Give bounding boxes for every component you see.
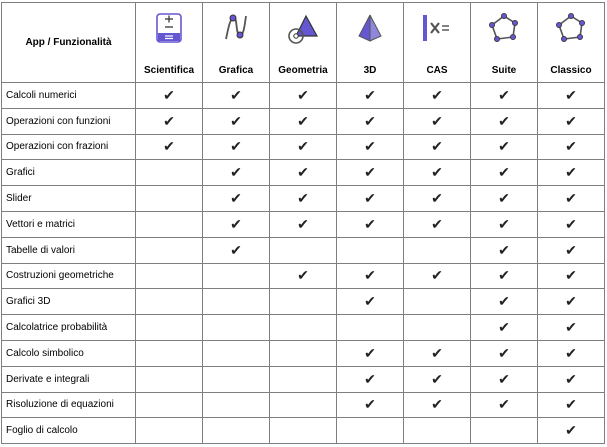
app-header-suite [471, 3, 538, 83]
support-cell-cas [404, 83, 471, 109]
function-graph-icon [203, 11, 269, 45]
checkmark-icon: ✔ [498, 370, 510, 387]
support-cell-scientifica [136, 392, 203, 418]
table-row [2, 263, 605, 289]
support-cell-3d [337, 289, 404, 315]
support-cell-scientifica [136, 134, 203, 160]
support-cell-scientifica [136, 186, 203, 212]
app-name-label: 3D [363, 65, 377, 76]
checkmark-icon: ✔ [163, 86, 175, 103]
checkmark-icon: ✔ [498, 86, 510, 103]
feature-label: Costruzioni geometriche [2, 263, 136, 289]
support-cell-scientifica [136, 366, 203, 392]
checkmark-icon: ✔ [431, 138, 443, 155]
checkmark-icon: ✔ [431, 370, 443, 387]
checkmark-icon: ✔ [565, 396, 577, 413]
support-cell-geometria [270, 289, 337, 315]
support-cell-suite [471, 211, 538, 237]
support-cell-classico [538, 340, 605, 366]
support-cell-grafica [203, 392, 270, 418]
support-cell-cas [404, 211, 471, 237]
support-cell-geometria [270, 237, 337, 263]
checkmark-icon: ✔ [297, 215, 309, 232]
table-row [2, 289, 605, 315]
support-cell-geometria [270, 186, 337, 212]
support-cell-cas [404, 418, 471, 444]
support-cell-3d [337, 211, 404, 237]
checkmark-icon: ✔ [230, 241, 242, 258]
checkmark-icon: ✔ [230, 164, 242, 181]
feature-label: Calcolo simbolico [2, 340, 136, 366]
app-name-label: Suite [491, 65, 517, 76]
support-cell-grafica [203, 315, 270, 341]
feature-label: Grafici [2, 160, 136, 186]
support-cell-3d [337, 134, 404, 160]
checkmark-icon: ✔ [498, 190, 510, 207]
support-cell-suite [471, 237, 538, 263]
support-cell-geometria [270, 211, 337, 237]
checkmark-icon: ✔ [297, 86, 309, 103]
feature-label: Vettori e matrici [2, 211, 136, 237]
support-cell-scientifica [136, 340, 203, 366]
feature-label: Calcolatrice probabilità [2, 315, 136, 341]
table-row [2, 83, 605, 109]
app-header-grafica [203, 3, 270, 83]
checkmark-icon: ✔ [364, 344, 376, 361]
support-cell-suite [471, 160, 538, 186]
corner-header: App / Funzionalità [2, 3, 136, 83]
feature-label: Derivate e integrali [2, 366, 136, 392]
support-cell-scientifica [136, 289, 203, 315]
feature-comparison-table [1, 2, 605, 444]
support-cell-classico [538, 418, 605, 444]
app-header-3d [337, 3, 404, 83]
checkmark-icon: ✔ [431, 215, 443, 232]
support-cell-suite [471, 340, 538, 366]
checkmark-icon: ✔ [498, 267, 510, 284]
table-row [2, 237, 605, 263]
app-name-label: Grafica [218, 65, 254, 76]
checkmark-icon: ✔ [565, 267, 577, 284]
feature-label: Calcoli numerici [2, 83, 136, 109]
table-row [2, 134, 605, 160]
checkmark-icon: ✔ [230, 112, 242, 129]
support-cell-cas [404, 160, 471, 186]
support-cell-cas [404, 263, 471, 289]
checkmark-icon: ✔ [498, 344, 510, 361]
table-row [2, 315, 605, 341]
support-cell-scientifica [136, 160, 203, 186]
support-cell-cas [404, 237, 471, 263]
checkmark-icon: ✔ [565, 344, 577, 361]
support-cell-classico [538, 108, 605, 134]
feature-label: Operazioni con funzioni [2, 108, 136, 134]
support-cell-classico [538, 160, 605, 186]
app-header-scientifica [136, 3, 203, 83]
support-cell-classico [538, 211, 605, 237]
support-cell-scientifica [136, 418, 203, 444]
support-cell-suite [471, 108, 538, 134]
support-cell-3d [337, 186, 404, 212]
checkmark-icon: ✔ [230, 215, 242, 232]
support-cell-geometria [270, 160, 337, 186]
app-name-label: Geometria [278, 65, 328, 76]
checkmark-icon: ✔ [565, 293, 577, 310]
support-cell-suite [471, 392, 538, 418]
checkmark-icon: ✔ [431, 164, 443, 181]
support-cell-grafica [203, 83, 270, 109]
support-cell-scientifica [136, 211, 203, 237]
table-row [2, 418, 605, 444]
checkmark-icon: ✔ [230, 86, 242, 103]
checkmark-icon: ✔ [565, 241, 577, 258]
checkmark-icon: ✔ [297, 190, 309, 207]
app-name-label: CAS [426, 65, 448, 76]
app-name-label: Classico [550, 65, 592, 76]
checkmark-icon: ✔ [297, 267, 309, 284]
support-cell-3d [337, 263, 404, 289]
checkmark-icon: ✔ [364, 267, 376, 284]
feature-label: Operazioni con frazioni [2, 134, 136, 160]
checkmark-icon: ✔ [364, 396, 376, 413]
support-cell-3d [337, 340, 404, 366]
support-cell-suite [471, 315, 538, 341]
checkmark-icon: ✔ [498, 112, 510, 129]
support-cell-3d [337, 108, 404, 134]
feature-label: Foglio di calcolo [2, 418, 136, 444]
table-row [2, 108, 605, 134]
checkmark-icon: ✔ [364, 86, 376, 103]
table-row [2, 160, 605, 186]
checkmark-icon: ✔ [297, 164, 309, 181]
support-cell-cas [404, 340, 471, 366]
checkmark-icon: ✔ [565, 164, 577, 181]
checkmark-icon: ✔ [431, 86, 443, 103]
support-cell-3d [337, 392, 404, 418]
table-row [2, 186, 605, 212]
support-cell-grafica [203, 263, 270, 289]
support-cell-cas [404, 366, 471, 392]
support-cell-geometria [270, 418, 337, 444]
support-cell-grafica [203, 366, 270, 392]
checkmark-icon: ✔ [364, 215, 376, 232]
cas-x-equals-icon [404, 11, 470, 45]
support-cell-grafica [203, 134, 270, 160]
checkmark-icon: ✔ [431, 344, 443, 361]
checkmark-icon: ✔ [230, 190, 242, 207]
pyramid-3d-icon [337, 11, 403, 45]
checkmark-icon: ✔ [364, 138, 376, 155]
support-cell-3d [337, 366, 404, 392]
support-cell-3d [337, 160, 404, 186]
checkmark-icon: ✔ [364, 293, 376, 310]
polygon-points-icon [471, 11, 537, 45]
feature-label: Tabelle di valori [2, 237, 136, 263]
checkmark-icon: ✔ [565, 370, 577, 387]
support-cell-scientifica [136, 315, 203, 341]
support-cell-geometria [270, 134, 337, 160]
checkmark-icon: ✔ [498, 319, 510, 336]
support-cell-geometria [270, 366, 337, 392]
checkmark-icon: ✔ [565, 319, 577, 336]
checkmark-icon: ✔ [364, 112, 376, 129]
checkmark-icon: ✔ [431, 396, 443, 413]
support-cell-cas [404, 186, 471, 212]
feature-label: Grafici 3D [2, 289, 136, 315]
support-cell-classico [538, 237, 605, 263]
support-cell-suite [471, 186, 538, 212]
support-cell-suite [471, 418, 538, 444]
support-cell-geometria [270, 83, 337, 109]
checkmark-icon: ✔ [565, 422, 577, 439]
table-body [2, 83, 605, 444]
checkmark-icon: ✔ [498, 138, 510, 155]
checkmark-icon: ✔ [431, 267, 443, 284]
app-name-label: Scientifica [143, 65, 195, 76]
support-cell-3d [337, 83, 404, 109]
feature-label: Risoluzione di equazioni [2, 392, 136, 418]
support-cell-classico [538, 263, 605, 289]
geometry-shapes-icon [270, 11, 336, 45]
support-cell-suite [471, 83, 538, 109]
checkmark-icon: ✔ [230, 138, 242, 155]
checkmark-icon: ✔ [297, 138, 309, 155]
support-cell-scientifica [136, 263, 203, 289]
support-cell-classico [538, 315, 605, 341]
feature-label: Slider [2, 186, 136, 212]
table-row [2, 340, 605, 366]
support-cell-scientifica [136, 83, 203, 109]
support-cell-cas [404, 134, 471, 160]
checkmark-icon: ✔ [431, 190, 443, 207]
support-cell-classico [538, 289, 605, 315]
checkmark-icon: ✔ [565, 86, 577, 103]
checkmark-icon: ✔ [565, 112, 577, 129]
checkmark-icon: ✔ [163, 112, 175, 129]
support-cell-geometria [270, 340, 337, 366]
support-cell-cas [404, 315, 471, 341]
checkmark-icon: ✔ [498, 215, 510, 232]
support-cell-classico [538, 83, 605, 109]
checkmark-icon: ✔ [565, 215, 577, 232]
checkmark-icon: ✔ [163, 138, 175, 155]
support-cell-suite [471, 366, 538, 392]
support-cell-grafica [203, 108, 270, 134]
checkmark-icon: ✔ [297, 112, 309, 129]
support-cell-3d [337, 237, 404, 263]
support-cell-cas [404, 108, 471, 134]
table-row [2, 211, 605, 237]
checkmark-icon: ✔ [364, 164, 376, 181]
checkmark-icon: ✔ [498, 241, 510, 258]
polygon-points-icon [538, 11, 604, 45]
app-header-classico [538, 3, 605, 83]
table-row [2, 366, 605, 392]
support-cell-grafica [203, 340, 270, 366]
checkmark-icon: ✔ [498, 396, 510, 413]
support-cell-suite [471, 263, 538, 289]
support-cell-classico [538, 186, 605, 212]
support-cell-3d [337, 315, 404, 341]
support-cell-cas [404, 289, 471, 315]
support-cell-classico [538, 392, 605, 418]
support-cell-classico [538, 366, 605, 392]
support-cell-geometria [270, 315, 337, 341]
header-row [2, 3, 605, 83]
support-cell-grafica [203, 289, 270, 315]
checkmark-icon: ✔ [565, 138, 577, 155]
support-cell-3d [337, 418, 404, 444]
checkmark-icon: ✔ [364, 190, 376, 207]
support-cell-grafica [203, 418, 270, 444]
support-cell-suite [471, 289, 538, 315]
support-cell-geometria [270, 392, 337, 418]
checkmark-icon: ✔ [498, 293, 510, 310]
support-cell-grafica [203, 211, 270, 237]
support-cell-grafica [203, 237, 270, 263]
checkmark-icon: ✔ [565, 190, 577, 207]
support-cell-classico [538, 134, 605, 160]
support-cell-suite [471, 134, 538, 160]
app-header-geometria [270, 3, 337, 83]
support-cell-cas [404, 392, 471, 418]
support-cell-scientifica [136, 108, 203, 134]
calculator-icon [136, 11, 202, 45]
support-cell-geometria [270, 263, 337, 289]
table-row [2, 392, 605, 418]
support-cell-geometria [270, 108, 337, 134]
support-cell-grafica [203, 186, 270, 212]
checkmark-icon: ✔ [498, 164, 510, 181]
checkmark-icon: ✔ [364, 370, 376, 387]
support-cell-grafica [203, 160, 270, 186]
checkmark-icon: ✔ [431, 112, 443, 129]
app-header-cas [404, 3, 471, 83]
support-cell-scientifica [136, 237, 203, 263]
